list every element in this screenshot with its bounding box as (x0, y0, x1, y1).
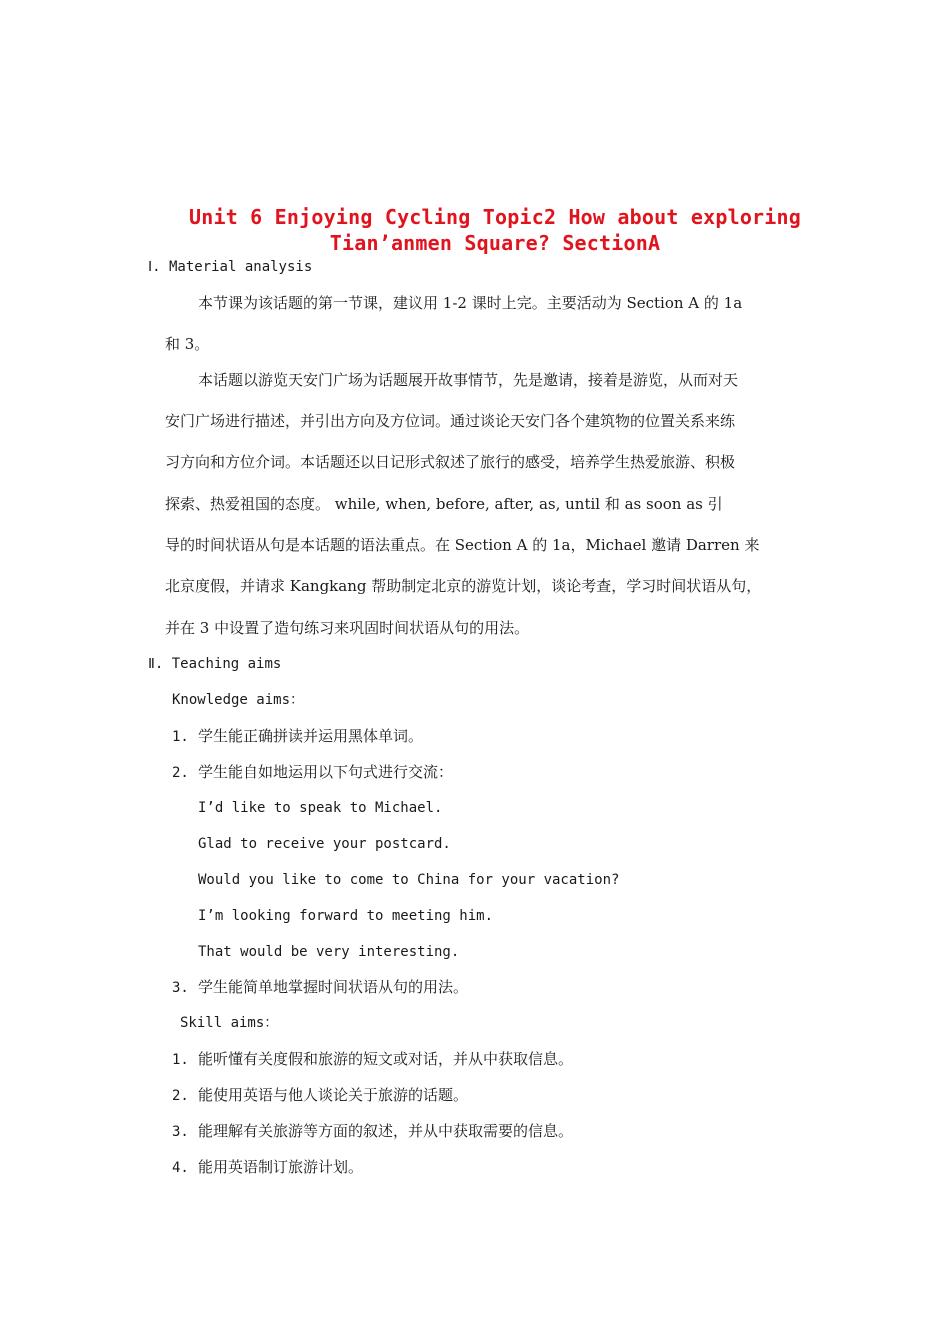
skill-aims-label: Skill aims： (180, 1015, 279, 1031)
paragraph-line: 探索、热爱祖国的态度。 while, when, before, after, as, until 和 as soon as 引 (165, 495, 723, 513)
list-item (172, 725, 423, 748)
list-item (172, 761, 453, 784)
example-sentence: Glad to receive your postcard. (198, 836, 451, 852)
paragraph-line: 并在 3 中设置了造句练习来巩固时间状语从句的用法。 (165, 619, 530, 637)
knowledge-aims-label: Knowledge aims： (172, 692, 305, 708)
list-item (172, 1156, 363, 1179)
example-sentence: That would be very interesting. (198, 944, 460, 960)
list-number: 2. (172, 765, 189, 781)
example-sentence: I’d like to speak to Michael. (198, 800, 443, 816)
list-number: 1. (172, 1052, 189, 1068)
list-text: 能听懂有关度假和旅游的短文或对话，并从中获取信息。 (198, 1050, 574, 1068)
paragraph-line: 安门广场进行描述，并引出方向及方位词。通过谈论天安门各个建筑物的位置关系来练 (165, 412, 736, 430)
list-number: 4. (172, 1160, 189, 1176)
list-text: 能用英语制订旅游计划。 (198, 1158, 364, 1176)
list-text: 学生能正确拼读并运用黑体单词。 (198, 727, 424, 745)
list-item (172, 1084, 468, 1107)
title-line-2: Tian’anmen Square? SectionA (329, 231, 661, 255)
list-number: 2. (172, 1088, 189, 1104)
example-sentence: I’m looking forward to meeting him. (198, 908, 494, 924)
section-1-heading: Ⅰ. Material analysis (148, 259, 313, 275)
paragraph-line: 导的时间状语从句是本话题的语法重点。在 Section A 的 1a，Michael 邀请 Darren 来 (165, 536, 760, 554)
list-number: 3. (172, 1124, 189, 1140)
list-text: 能使用英语与他人谈论关于旅游的话题。 (198, 1086, 469, 1104)
list-item (172, 976, 468, 999)
list-text: 学生能简单地掌握时间状语从句的用法。 (198, 978, 469, 996)
paragraph-line: 北京度假，并请求 Kangkang 帮助制定北京的游览计划，谈论考查，学习时间状语从句， (165, 577, 762, 595)
list-text: 能理解有关旅游等方面的叙述，并从中获取需要的信息。 (198, 1122, 574, 1140)
list-text: 学生能自如地运用以下句式进行交流： (198, 763, 454, 781)
list-item (172, 1048, 573, 1071)
section-2-heading: Ⅱ. Teaching aims (148, 656, 282, 672)
list-number: 1. (172, 729, 189, 745)
example-sentence: Would you like to come to China for your vacation? (198, 872, 620, 888)
list-number: 3. (172, 980, 189, 996)
paragraph-line: 习方向和方位介词。本话题还以日记形式叙述了旅行的感受，培养学生热爱旅游、积极 (165, 453, 736, 471)
title-line-1: Unit 6 Enjoying Cycling Topic2 How about exploring (188, 205, 802, 229)
paragraph-line: 本节课为该话题的第一节课，建议用 1-2 课时上完。主要活动为 Section A 的 1a (198, 294, 743, 312)
list-item (172, 1120, 573, 1143)
paragraph-line: 和 3。 (165, 335, 210, 353)
paragraph-line: 本话题以游览天安门广场为话题展开故事情节，先是邀请，接着是游览，从而对天 (198, 371, 739, 389)
